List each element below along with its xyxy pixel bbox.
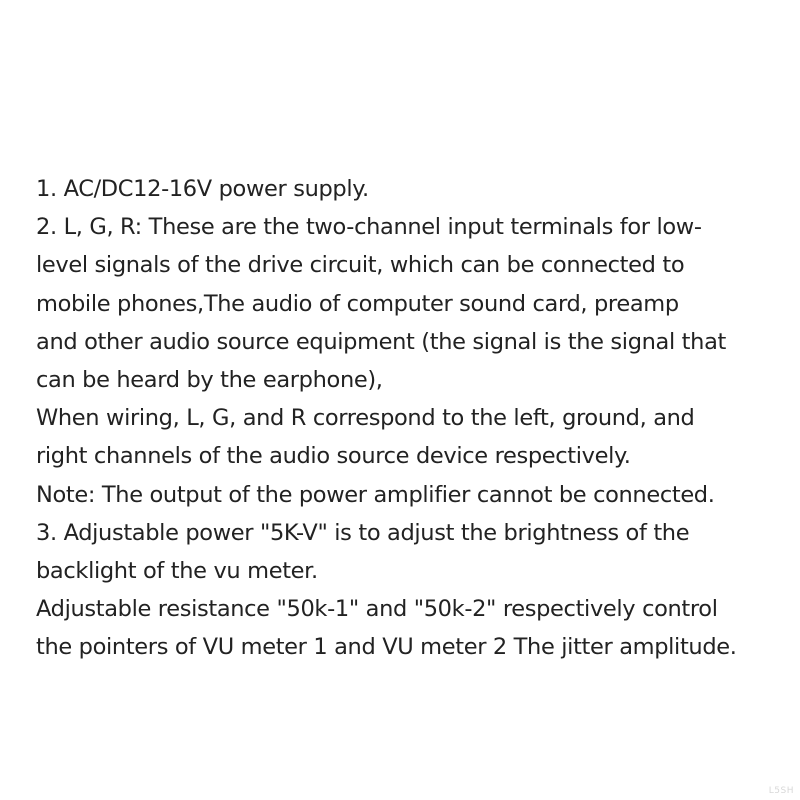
text-line: When wiring, L, G, and R correspond to the left, ground, and (36, 405, 695, 432)
instructions-text (36, 170, 786, 667)
text-line: 1. AC/DC12-16V power supply. (36, 176, 369, 202)
text-line: level signals of the drive circuit, which can be connected to (36, 252, 685, 279)
text-line: Adjustable resistance "50k-1" and "50k-2" respectively control (36, 596, 718, 623)
text-line: can be heard by the earphone), (36, 367, 383, 394)
text-line: 2. L, G, R: These are the two-channel input terminals for low- (36, 214, 702, 241)
text-line: right channels of the audio source device respectively. (36, 443, 631, 470)
text-line: backlight of the vu meter. (36, 558, 318, 585)
text-line: the pointers of VU meter 1 and VU meter 2 The jitter amplitude. (36, 634, 737, 661)
text-line: mobile phones,The audio of computer sound card, preamp (36, 290, 679, 317)
text-line: Note: The output of the power amplifier cannot be connected. (36, 481, 715, 508)
watermark: L5SH (768, 786, 794, 796)
text-line: 3. Adjustable power "5K-V" is to adjust the brightness of the (36, 519, 690, 546)
text-line: and other audio source equipment (the signal is the signal that (36, 328, 726, 355)
